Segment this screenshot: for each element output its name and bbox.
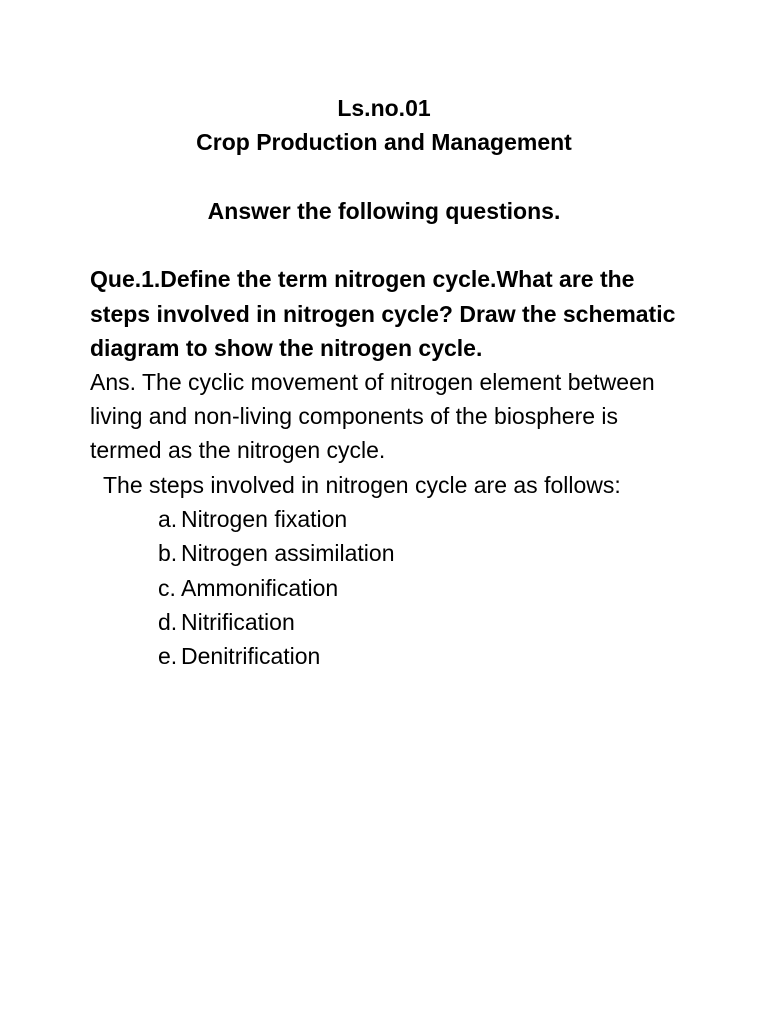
list-item xyxy=(158,639,394,673)
instruction-heading: Answer the following questions. xyxy=(207,198,561,224)
list-marker: c. xyxy=(158,574,176,601)
list-item-label: Nitrogen assimilation xyxy=(181,540,395,567)
list-item-label: Ammonification xyxy=(181,574,339,601)
list-marker: e. xyxy=(158,643,178,670)
list-marker: d. xyxy=(158,608,178,635)
lesson-number: Ls.no.01 xyxy=(337,95,431,121)
list-item xyxy=(158,571,394,605)
list-item-label: Nitrification xyxy=(181,608,295,635)
list-item-label: Nitrogen fixation xyxy=(181,506,348,532)
steps-intro: The steps involved in nitrogen cycle are as follows: xyxy=(103,472,621,498)
answer-text: Ans. The cyclic movement of nitrogen element between living and non-living components of the biosphere is termed as the nitrogen cycle. xyxy=(90,369,655,463)
list-item xyxy=(158,605,394,639)
list-marker: a. xyxy=(158,506,178,532)
list-marker: b. xyxy=(158,540,178,567)
list-item-label: Denitrification xyxy=(181,643,321,670)
list-item xyxy=(158,536,394,570)
question-text: Que.1.Define the term nitrogen cycle.What are the steps involved in nitrogen cycle? Draw the schematic diagram to show the nitrogen cycle. xyxy=(90,266,676,361)
steps-list xyxy=(158,502,394,673)
list-item xyxy=(158,502,394,536)
lesson-title: Crop Production and Management xyxy=(196,129,572,155)
